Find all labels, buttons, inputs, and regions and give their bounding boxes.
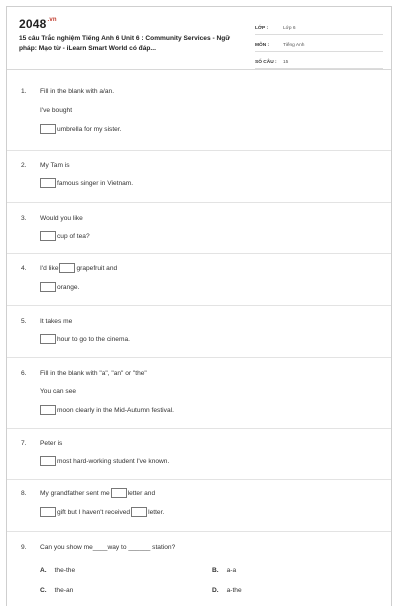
option-letter: D. (212, 587, 219, 594)
option-text: a-the (226, 587, 242, 594)
question-text: most hard-working student I've known. (57, 457, 170, 465)
question-3 (7, 203, 391, 254)
question-text: umbrella for my sister. (57, 125, 122, 133)
question-6 (7, 358, 391, 429)
question-prompt: My Tam is (40, 162, 70, 169)
option-text: a-a (226, 567, 237, 574)
question-text: orange. (57, 283, 80, 291)
answer-blank[interactable] (131, 507, 147, 517)
question-prompt: Fill in the blank with "a", "an" or "the" (40, 370, 147, 377)
question-number: 7. (21, 440, 27, 447)
question-8 (7, 480, 391, 532)
question-line (40, 456, 169, 466)
answer-blank[interactable] (40, 282, 56, 292)
question-prompt (40, 488, 155, 498)
meta-value: Lớp 6 (283, 26, 296, 31)
question-1 (7, 69, 391, 151)
question-line (40, 507, 164, 517)
option-letter: C. (40, 587, 47, 594)
question-line (40, 178, 133, 188)
answer-blank[interactable] (40, 334, 56, 344)
question-number: 4. (21, 265, 27, 272)
answer-blank[interactable] (40, 231, 56, 241)
question-number: 3. (21, 215, 27, 222)
question-prompt: It takes me (40, 318, 73, 325)
answer-blank[interactable] (40, 456, 56, 466)
meta-value: 15 (283, 60, 289, 65)
site-logo[interactable] (19, 17, 57, 31)
meta-label: SỐ CÂU : (255, 60, 277, 65)
meta-label: MÔN : (255, 43, 270, 48)
question-text: My grandfather sent me (40, 489, 110, 497)
question-text: moon clearly in the Mid-Autumn festival. (57, 406, 174, 414)
meta-row-count (255, 52, 383, 69)
option-letter: A. (40, 567, 47, 574)
question-prompt: Peter is (40, 440, 63, 447)
question-text: You can see (40, 388, 77, 395)
question-text: gift but I haven't received (57, 508, 131, 516)
question-text: letter and (127, 489, 156, 497)
option-c[interactable] (40, 587, 73, 594)
worksheet-title: 15 câu Trắc nghiệm Tiếng Anh 6 Unit 6 : Community Services - Ngữ pháp: Mạo từ - iLearn Smart World có đáp... (19, 35, 231, 52)
option-a[interactable] (40, 567, 75, 574)
question-text: I've bought (40, 107, 73, 114)
meta-row-class (255, 18, 383, 35)
question-4 (7, 254, 391, 306)
question-text: I'd like (40, 264, 59, 272)
question-2 (7, 151, 391, 203)
logo-suffix: .vn (47, 17, 57, 23)
question-number: 8. (21, 490, 27, 497)
question-line (40, 282, 79, 292)
answer-blank[interactable] (111, 488, 127, 498)
question-line (40, 334, 130, 344)
question-text: famous singer in Vietnam. (57, 179, 134, 187)
question-prompt: Would you like (40, 215, 83, 222)
answer-blank[interactable] (40, 405, 56, 415)
question-text: hour to go to the cinema. (57, 335, 130, 343)
answer-blank[interactable] (40, 124, 56, 134)
question-number: 1. (21, 88, 27, 95)
answer-blank[interactable] (40, 507, 56, 517)
question-line (40, 124, 122, 134)
question-prompt: Can you show me____way to ______ station? (40, 544, 176, 551)
meta-value: Tiếng Anh (283, 43, 305, 48)
question-number: 9. (21, 544, 27, 551)
meta-row-subject (255, 35, 383, 52)
question-prompt: Fill in the blank with a/an. (40, 88, 115, 95)
question-7 (7, 429, 391, 480)
question-line (40, 405, 174, 415)
question-list (7, 69, 391, 612)
question-5 (7, 306, 391, 358)
answer-blank[interactable] (59, 263, 75, 273)
question-number: 6. (21, 370, 27, 377)
meta-label: LỚP : (255, 26, 269, 31)
question-number: 5. (21, 318, 27, 325)
option-b[interactable] (212, 567, 236, 574)
worksheet-meta (255, 18, 383, 69)
question-9 (7, 532, 391, 612)
option-d[interactable] (212, 587, 242, 594)
question-number: 2. (21, 162, 27, 169)
option-text: the-an (54, 587, 74, 594)
question-text: cup of tea? (57, 232, 90, 240)
question-line (40, 231, 90, 241)
question-text: letter. (148, 508, 165, 516)
answer-blank[interactable] (40, 178, 56, 188)
question-text: grapefruit and (76, 264, 118, 272)
worksheet-header (7, 7, 391, 70)
option-text: the-the (54, 567, 76, 574)
option-letter: B. (212, 567, 219, 574)
logo-text: 2048 (19, 17, 47, 31)
question-prompt (40, 263, 117, 273)
worksheet (6, 6, 392, 606)
